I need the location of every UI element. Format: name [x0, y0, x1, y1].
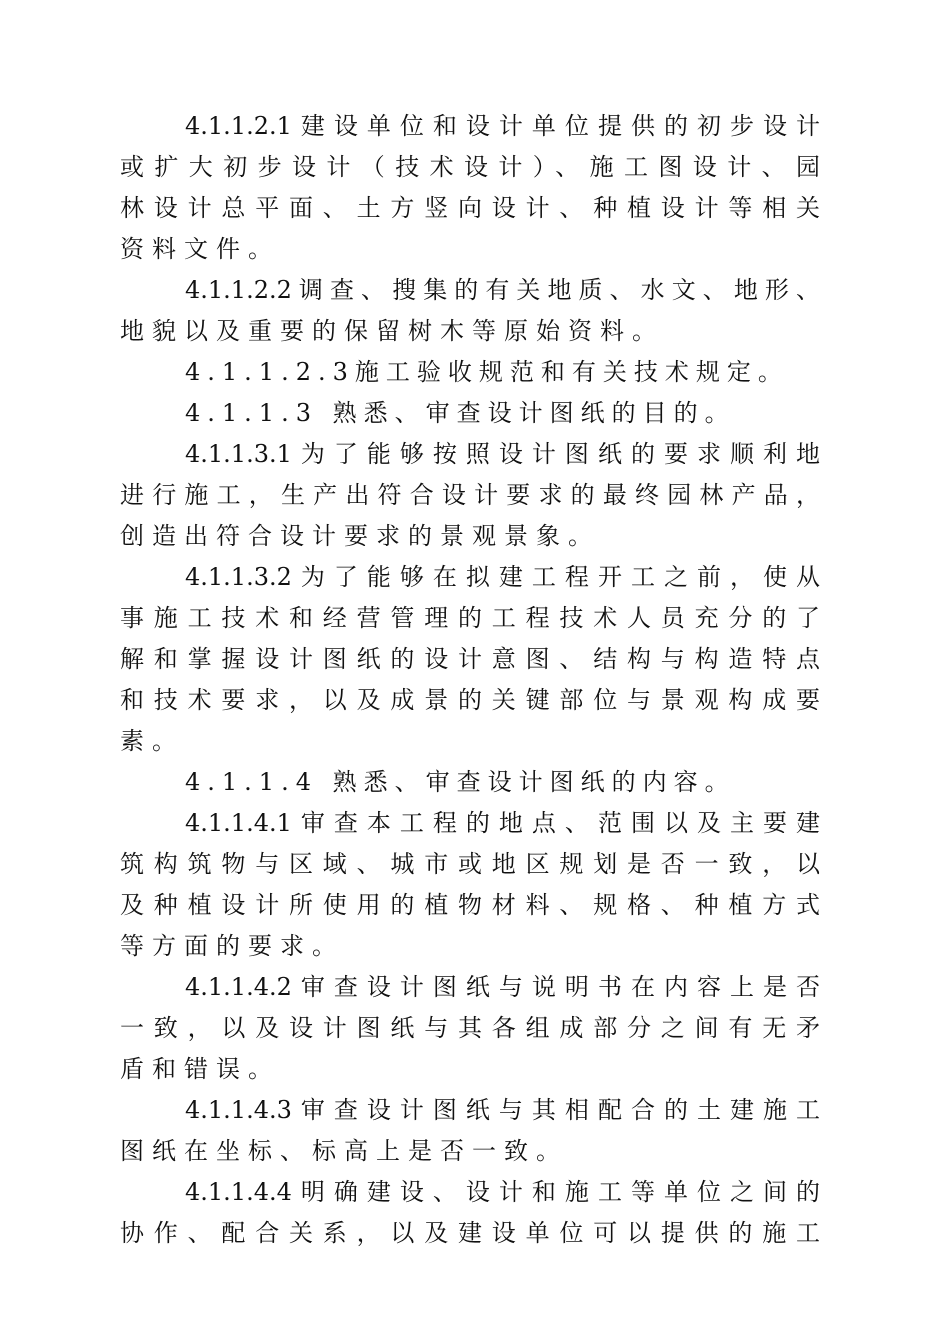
- paragraph-4-1-1-4-1-line-1: 4.1.1.4.1审查本工程的地点、范围以及主要建: [185, 809, 820, 837]
- paragraph-4-1-1-4-3-line-2: 图纸在坐标、标高上是否一致。: [120, 1137, 568, 1165]
- paragraph-4-1-1-3-1-line-1: 4.1.1.3.1为了能够按照设计图纸的要求顺利地: [185, 440, 820, 468]
- paragraph-4-1-1-4-1-line-2: 筑构筑物与区域、城市或地区规划是否一致，以: [120, 850, 820, 878]
- heading-4-1-1-3: 4.1.1.3 熟悉、审查设计图纸的目的。: [185, 399, 736, 427]
- paragraph-4-1-1-2-1-line-3: 林设计总平面、土方竖向设计、种植设计等相关: [120, 194, 820, 222]
- paragraph-4-1-1-2-2-line-2: 地貌以及重要的保留树木等原始资料。: [120, 317, 664, 345]
- paragraph-4-1-1-3-2-line-3: 解和掌握设计图纸的设计意图、结构与构造特点: [120, 645, 820, 673]
- paragraph-4-1-1-4-3-line-1: 4.1.1.4.3审查设计图纸与其相配合的土建施工: [185, 1096, 820, 1124]
- paragraph-4-1-1-3-2-line-5: 素。: [120, 727, 184, 755]
- paragraph-4-1-1-2-2-line-1: 4.1.1.2.2调查、搜集的有关地质、水文、地形、: [185, 276, 820, 304]
- paragraph-4-1-1-3-2-line-2: 事施工技术和经营管理的工程技术人员充分的了: [120, 604, 820, 632]
- paragraph-4-1-1-3-1-line-3: 创造出符合设计要求的景观景象。: [120, 522, 600, 550]
- paragraph-4-1-1-4-1-line-3: 及种植设计所使用的植物材料、规格、种植方式: [120, 891, 820, 919]
- paragraph-4-1-1-3-1-line-2: 进行施工，生产出符合设计要求的最终园林产品，: [120, 481, 820, 509]
- paragraph-4-1-1-2-3: 4.1.1.2.3施工验收规范和有关技术规定。: [185, 358, 789, 386]
- paragraph-4-1-1-4-2-line-2: 一致，以及设计图纸与其各组成部分之间有无矛: [120, 1014, 820, 1042]
- paragraph-4-1-1-4-4-line-2: 协作、配合关系，以及建设单位可以提供的施工: [120, 1219, 820, 1247]
- paragraph-4-1-1-3-2-line-4: 和技术要求，以及成景的关键部位与景观构成要: [120, 686, 820, 714]
- paragraph-4-1-1-2-1-line-4: 资料文件。: [120, 235, 280, 263]
- paragraph-4-1-1-2-1-line-2: 或扩大初步设计（技术设计）、施工图设计、园: [120, 153, 820, 181]
- paragraph-4-1-1-2-1-line-1: 4.1.1.2.1建设单位和设计单位提供的初步设计: [185, 112, 820, 140]
- paragraph-4-1-1-4-2-line-1: 4.1.1.4.2审查设计图纸与说明书在内容上是否: [185, 973, 820, 1001]
- paragraph-4-1-1-4-2-line-3: 盾和错误。: [120, 1055, 280, 1083]
- paragraph-4-1-1-4-4-line-1: 4.1.1.4.4明确建设、设计和施工等单位之间的: [185, 1178, 820, 1206]
- heading-4-1-1-4: 4.1.1.4 熟悉、审查设计图纸的内容。: [185, 768, 736, 796]
- paragraph-4-1-1-4-1-line-4: 等方面的要求。: [120, 932, 344, 960]
- paragraph-4-1-1-3-2-line-1: 4.1.1.3.2为了能够在拟建工程开工之前，使从: [185, 563, 820, 591]
